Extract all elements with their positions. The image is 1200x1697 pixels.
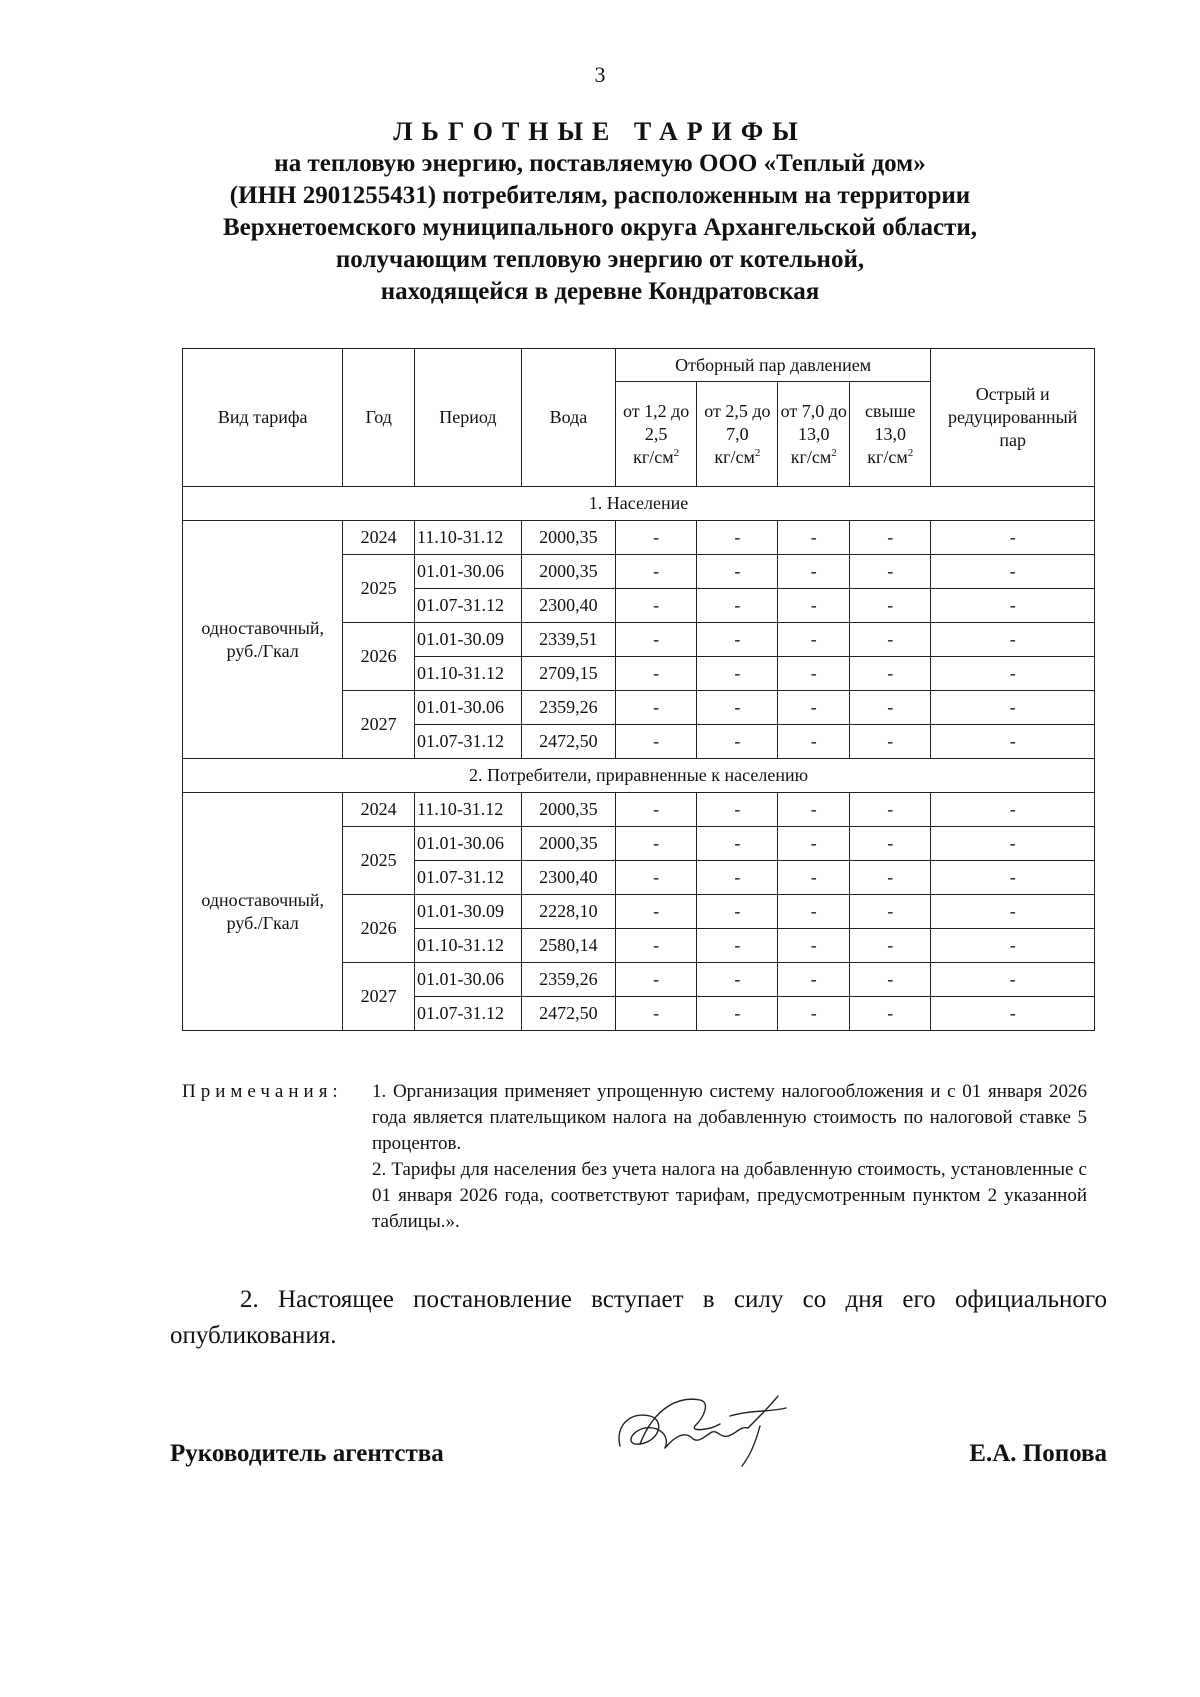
period-cell: 01.07-31.12 xyxy=(414,861,521,895)
steam-3-cell: - xyxy=(778,623,850,657)
steam-3-cell: - xyxy=(778,691,850,725)
steam-3-cell: - xyxy=(778,555,850,589)
period-cell: 01.07-31.12 xyxy=(414,725,521,759)
document-title xyxy=(0,116,1200,308)
steam-4-cell: - xyxy=(850,793,931,827)
period-cell: 11.10-31.12 xyxy=(414,521,521,555)
period-cell: 01.01-30.06 xyxy=(414,691,521,725)
steam-4-cell: - xyxy=(850,997,931,1031)
steam-2-cell: - xyxy=(697,657,778,691)
title-line-2: (ИНН 2901255431) потребителям, расположенным на территории xyxy=(229,182,971,209)
tariff-type-cell: одноставочный, руб./Гкал xyxy=(183,793,343,1031)
table-body xyxy=(183,487,1095,1031)
sharp-steam-cell: - xyxy=(931,827,1095,861)
steam-1-cell: - xyxy=(615,521,696,555)
steam-4-cell: - xyxy=(850,827,931,861)
sharp-steam-cell: - xyxy=(931,793,1095,827)
steam-3-cell: - xyxy=(778,929,850,963)
water-cell: 2300,40 xyxy=(521,589,615,623)
water-cell: 2000,35 xyxy=(521,521,615,555)
water-cell: 2000,35 xyxy=(521,827,615,861)
steam-1-cell: - xyxy=(615,963,696,997)
steam-2-cell: - xyxy=(697,555,778,589)
tariff-table xyxy=(182,348,1095,1031)
steam-3-cell: - xyxy=(778,861,850,895)
year-cell: 2027 xyxy=(343,691,415,759)
steam-4-cell: - xyxy=(850,929,931,963)
section-row xyxy=(183,759,1095,793)
steam-1-cell: - xyxy=(615,895,696,929)
header-period: Период xyxy=(414,349,521,487)
steam-1-cell: - xyxy=(615,623,696,657)
steam-3-cell: - xyxy=(778,827,850,861)
year-cell: 2024 xyxy=(343,793,415,827)
steam-4-cell: - xyxy=(850,555,931,589)
header-year: Год xyxy=(343,349,415,487)
water-cell: 2580,14 xyxy=(521,929,615,963)
header-steam-3: от 7,0 до 13,0 $кг/см^2$ xyxy=(778,382,850,487)
period-cell: 01.01-30.06 xyxy=(414,963,521,997)
steam-4-cell: - xyxy=(850,521,931,555)
title-main: ЛЬГОТНЫЕ ТАРИФЫ xyxy=(393,117,807,146)
period-cell: 01.01-30.06 xyxy=(414,555,521,589)
sharp-steam-cell: - xyxy=(931,623,1095,657)
steam-2-cell: - xyxy=(697,895,778,929)
year-cell: 2026 xyxy=(343,623,415,691)
title-line-4: получающим тепловую энергию от котельной, xyxy=(335,246,865,273)
sharp-steam-cell: - xyxy=(931,657,1095,691)
steam-2-cell: - xyxy=(697,861,778,895)
steam-2-cell: - xyxy=(697,725,778,759)
steam-4-cell: - xyxy=(850,589,931,623)
steam-1-cell: - xyxy=(615,793,696,827)
period-cell: 01.01-30.09 xyxy=(414,623,521,657)
section-title: 1. Население xyxy=(183,487,1095,521)
steam-1-cell: - xyxy=(615,725,696,759)
sharp-steam-cell: - xyxy=(931,895,1095,929)
steam-2-cell: - xyxy=(697,691,778,725)
steam-1-cell: - xyxy=(615,861,696,895)
year-cell: 2025 xyxy=(343,827,415,895)
year-cell: 2025 xyxy=(343,555,415,623)
steam-4-cell: - xyxy=(850,861,931,895)
steam-1-cell: - xyxy=(615,555,696,589)
steam-3-cell: - xyxy=(778,589,850,623)
section-title: 2. Потребители, приравненные к населению xyxy=(183,759,1095,793)
header-tariff-type: Вид тарифа xyxy=(183,349,343,487)
water-cell: 2000,35 xyxy=(521,555,615,589)
section-row xyxy=(183,487,1095,521)
steam-4-cell: - xyxy=(850,691,931,725)
signer-title: Руководитель агентства xyxy=(170,1440,444,1467)
table-row xyxy=(183,793,1095,827)
header-water: Вода xyxy=(521,349,615,487)
title-line-3: Верхнетоемского муниципального округа Архангельской области, xyxy=(222,214,978,241)
water-cell: 2472,50 xyxy=(521,725,615,759)
steam-1-cell: - xyxy=(615,589,696,623)
effective-clause: 2. Настоящее постановление вступает в силу со дня его официального опубликования. xyxy=(170,1286,1107,1349)
sharp-steam-cell: - xyxy=(931,997,1095,1031)
header-sharp-steam: Острый и редуцированный пар xyxy=(931,349,1095,487)
steam-2-cell: - xyxy=(697,793,778,827)
sharp-steam-cell: - xyxy=(931,691,1095,725)
water-cell: 2359,26 xyxy=(521,963,615,997)
steam-2-cell: - xyxy=(697,589,778,623)
steam-1-cell: - xyxy=(615,827,696,861)
year-cell: 2026 xyxy=(343,895,415,963)
notes-body xyxy=(372,1079,1087,1235)
sharp-steam-cell: - xyxy=(931,589,1095,623)
period-cell: 01.10-31.12 xyxy=(414,929,521,963)
steam-2-cell: - xyxy=(697,929,778,963)
steam-2-cell: - xyxy=(697,963,778,997)
water-cell: 2359,26 xyxy=(521,691,615,725)
title-line-5: находящейся в деревне Кондратовская xyxy=(380,278,820,305)
steam-4-cell: - xyxy=(850,895,931,929)
signer-name: Е.А. Попова xyxy=(969,1440,1107,1467)
note-1: 1. Организация применяет упрощенную систему налогообложения и с 01 января 2026 года является плательщиком налога на добавленную стоимость по налоговой ставке 5 процентов. xyxy=(372,1081,1087,1154)
sharp-steam-cell: - xyxy=(931,861,1095,895)
note-2: 2. Тарифы для населения без учета налога на добавленную стоимость, установленные с 01 января 2026 года, соответствуют тарифам, предусмотренным пунктом 2 указанной таблицы.». xyxy=(372,1159,1087,1232)
water-cell: 2300,40 xyxy=(521,861,615,895)
period-cell: 01.07-31.12 xyxy=(414,589,521,623)
handwritten-signature xyxy=(610,1386,800,1470)
steam-4-cell: - xyxy=(850,657,931,691)
water-cell: 2339,51 xyxy=(521,623,615,657)
steam-3-cell: - xyxy=(778,725,850,759)
period-cell: 01.01-30.06 xyxy=(414,827,521,861)
header-steam-1: от 1,2 до 2,5 $кг/см^2$ xyxy=(615,382,696,487)
title-line-1: на тепловую энергию, поставляемую ООО «Теплый дом» xyxy=(274,150,926,177)
steam-3-cell: - xyxy=(778,895,850,929)
year-cell: 2027 xyxy=(343,963,415,1031)
header-steam-4: свыше 13,0 $кг/см^2$ xyxy=(850,382,931,487)
steam-3-cell: - xyxy=(778,657,850,691)
steam-1-cell: - xyxy=(615,929,696,963)
sharp-steam-cell: - xyxy=(931,725,1095,759)
notes-label: Примечания: xyxy=(182,1081,343,1102)
water-cell: 2000,35 xyxy=(521,793,615,827)
sharp-steam-cell: - xyxy=(931,555,1095,589)
steam-1-cell: - xyxy=(615,657,696,691)
steam-3-cell: - xyxy=(778,793,850,827)
steam-1-cell: - xyxy=(615,997,696,1031)
year-cell: 2024 xyxy=(343,521,415,555)
header-steam-2: от 2,5 до 7,0 $кг/см^2$ xyxy=(697,382,778,487)
page-number: 3 xyxy=(594,62,606,87)
steam-4-cell: - xyxy=(850,623,931,657)
steam-2-cell: - xyxy=(697,623,778,657)
header-steam-group: Отборный пар давлением xyxy=(615,349,930,382)
period-cell: 01.07-31.12 xyxy=(414,997,521,1031)
sharp-steam-cell: - xyxy=(931,929,1095,963)
steam-2-cell: - xyxy=(697,521,778,555)
period-cell: 11.10-31.12 xyxy=(414,793,521,827)
steam-3-cell: - xyxy=(778,521,850,555)
steam-1-cell: - xyxy=(615,691,696,725)
sharp-steam-cell: - xyxy=(931,963,1095,997)
steam-2-cell: - xyxy=(697,827,778,861)
steam-3-cell: - xyxy=(778,963,850,997)
steam-4-cell: - xyxy=(850,725,931,759)
sharp-steam-cell: - xyxy=(931,521,1095,555)
period-cell: 01.01-30.09 xyxy=(414,895,521,929)
tariff-type-cell: одноставочный, руб./Гкал xyxy=(183,521,343,759)
steam-4-cell: - xyxy=(850,963,931,997)
signature-block xyxy=(170,1398,1107,1478)
period-cell: 01.10-31.12 xyxy=(414,657,521,691)
water-cell: 2228,10 xyxy=(521,895,615,929)
table-row xyxy=(183,521,1095,555)
water-cell: 2709,15 xyxy=(521,657,615,691)
steam-3-cell: - xyxy=(778,997,850,1031)
steam-2-cell: - xyxy=(697,997,778,1031)
water-cell: 2472,50 xyxy=(521,997,615,1031)
